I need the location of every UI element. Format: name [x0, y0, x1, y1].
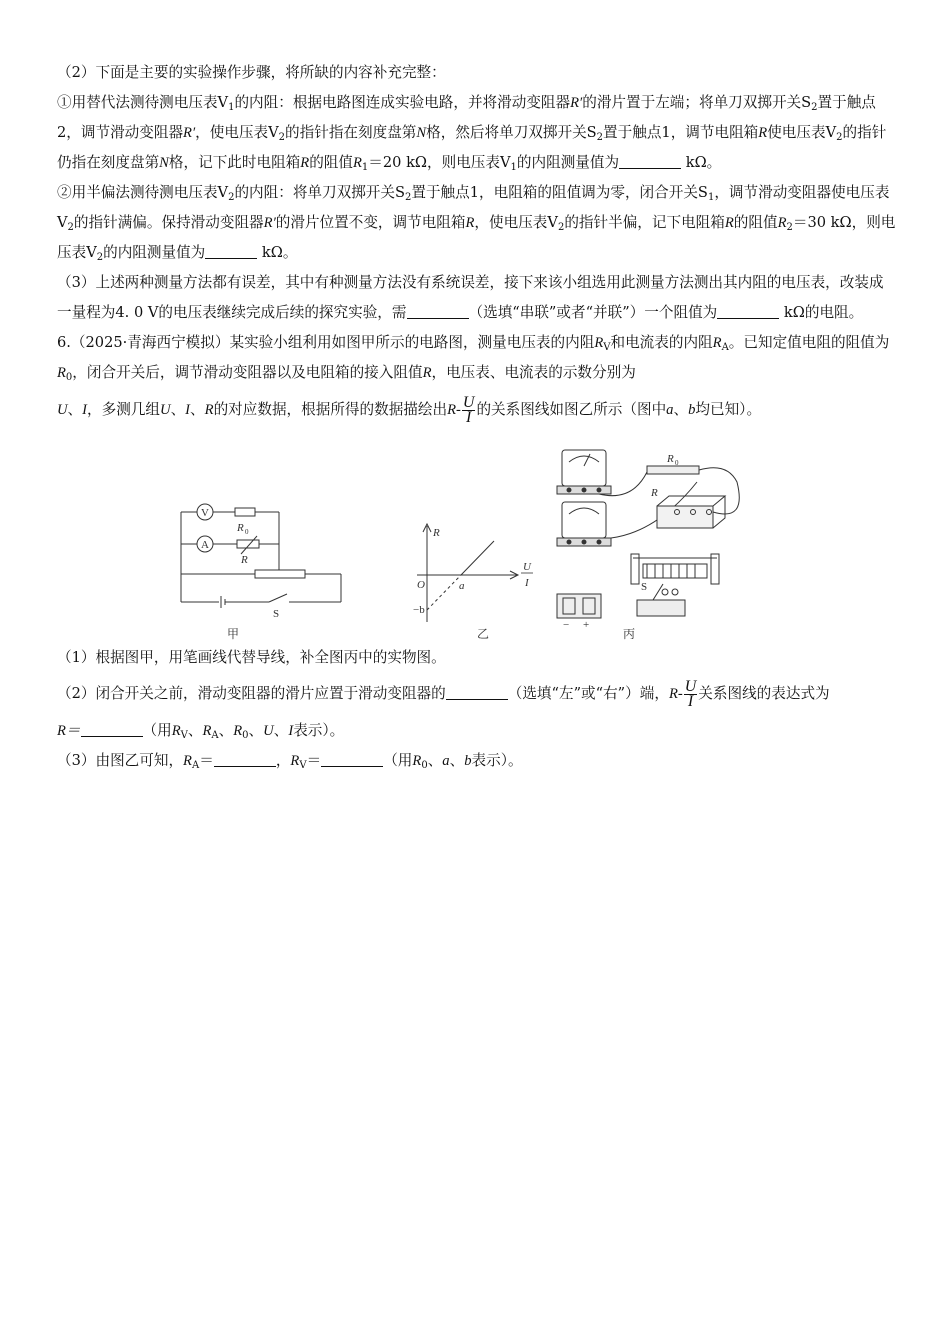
- graph-u-label: U: [523, 561, 531, 573]
- answer-blank-expression[interactable]: [81, 720, 143, 737]
- q3-paragraph: （3）上述两种测量方法都有误差，其中有种测量方法没有系统误差，接下来该小组选用此测量方法测出其内阻的电压表，改装成一量程为4. 0 V的电压表继续完成后续的探究实验，需 （选填“串联”或者“并联”）一个阻值为 kΩ的电阻。: [57, 274, 884, 321]
- figure-row: [57, 442, 897, 642]
- u-over-i-fraction-2: $\frac{U}{I}$: [684, 677, 697, 710]
- step1-paragraph: ①用替代法测待测电压表$V_1$的内阻：根据电路图连成实验电路，并将滑动变阻器R′的滑片置于左端；将单刀双掷开关$S_2$置于触点2，调节滑动变阻器R′，使电压表$V_2$的指针指在刻度盘第N格，然后将单刀双掷开关$S_2$置于触点1，调节电阻箱R使电压表$V_2$的指针仍指在刻度盘第N格，记下此时电阻箱R的阻值$R_1=20$ kΩ，则电压表$V_1$的内阻测量值为 kΩ。: [57, 94, 887, 173]
- figure-svg: [57, 442, 897, 642]
- voltmeter-device: [562, 450, 606, 486]
- r-label: R: [241, 554, 248, 566]
- sub1-paragraph: （1）根据图甲，用笔画线代替导线，补全图丙中的实物图。: [57, 649, 446, 666]
- r0-label-sub: 0: [245, 528, 249, 536]
- fixed-resistor-device: [647, 466, 699, 474]
- sub2-paragraph-cont: R＝ （用$R_V$、$R_A$、$R_0$、U、I表示）。: [57, 722, 345, 741]
- graph-minus-b-label: −b: [413, 604, 425, 616]
- slide-rheostat-symbol: [255, 570, 305, 578]
- device-r-label: R: [651, 487, 658, 499]
- step2-paragraph: ②用半偏法测待测电压表$V_2$的内阻：将单刀双掷开关$S_2$置于触点1，电阻箱的阻值调为零，闭合开关$S_1$，调节滑动变阻器使电压表$V_2$的指针满偏。保持滑动变阻器R′的滑片位置不变，调节电阻箱R，使电压表$V_2$的指针半偏，记下电阻箱R的阻值$R_2=30$ kΩ，则电压表$V_2$的内阻测量值为 kΩ。: [57, 184, 896, 263]
- answer-blank-slider-end[interactable]: [446, 683, 508, 700]
- circuit-diagram-jia: [181, 504, 341, 608]
- apparatus-bing: [557, 450, 739, 618]
- ammeter-device: [562, 502, 606, 538]
- answer-blank-v1[interactable]: [619, 152, 681, 169]
- figure-bing-caption: 丙: [623, 627, 636, 641]
- q2-intro: （2）下面是主要的实验操作步骤，将所缺的内容补充完整：: [57, 64, 446, 81]
- r0-label: R: [237, 522, 244, 534]
- ammeter-label: A: [201, 539, 209, 551]
- sub3-paragraph: （3）由图乙可知，$R_A=$ ，$R_V=$ （用$R_0$、a、b表示）。: [57, 752, 523, 771]
- graph-i-label: I: [525, 577, 529, 589]
- sub2-paragraph: （2）闭合开关之前，滑动变阻器的滑片应置于滑动变阻器的 （选填“左”或“右”）端，R- $\frac{U}{I}$ 关系图线的表达式为: [57, 677, 830, 710]
- switch-label: S: [273, 608, 280, 620]
- graph-line-solid: [461, 541, 494, 575]
- graph-r-label: R: [433, 527, 440, 539]
- battery-plus-label: +: [583, 619, 590, 631]
- answer-blank-rv[interactable]: [321, 750, 383, 767]
- question-6-stem: 6.（2025·青海西宁模拟）某实验小组利用如图甲所示的电路图，测量电压表的内阻$R_V$和电流表的内阻$R_A$。已知定值电阻的阻值为$R_0$，闭合开关后，调节滑动变阻器以及电阻箱的接入阻值R，电压表、电流表的示数分别为 U、I，多测几组U、I、R的对应数据，根据所得的数据描绘出R- $\frac{U}{I}$ 的关系图线如图乙所示（图中a、b均已知）。: [57, 334, 890, 426]
- graph-origin-label: O: [417, 579, 425, 591]
- resistance-box-device: [657, 506, 713, 528]
- device-r0-label: R: [667, 453, 674, 465]
- figure-jia-caption: 甲: [227, 627, 240, 641]
- device-switch-label: S: [641, 581, 648, 593]
- answer-blank-connection[interactable]: [407, 302, 469, 319]
- voltmeter-label: V: [201, 507, 209, 519]
- graph-a-label: a: [459, 580, 465, 592]
- u-over-i-fraction: $\frac{U}{I}$: [462, 393, 475, 426]
- switch-device: [637, 600, 685, 616]
- answer-blank-ra[interactable]: [214, 750, 276, 767]
- slide-rheostat-device: [643, 564, 707, 578]
- graph-line-dashed: [427, 575, 461, 610]
- answer-blank-resistance[interactable]: [717, 302, 779, 319]
- switch-symbol: [269, 594, 287, 602]
- document-body: [57, 58, 897, 776]
- battery-minus-label: −: [563, 619, 570, 631]
- answer-blank-v2[interactable]: [205, 242, 257, 259]
- device-r0-label-sub: 0: [675, 459, 679, 467]
- figure-yi-caption: 乙: [477, 627, 490, 641]
- fixed-resistor-symbol: [235, 508, 255, 516]
